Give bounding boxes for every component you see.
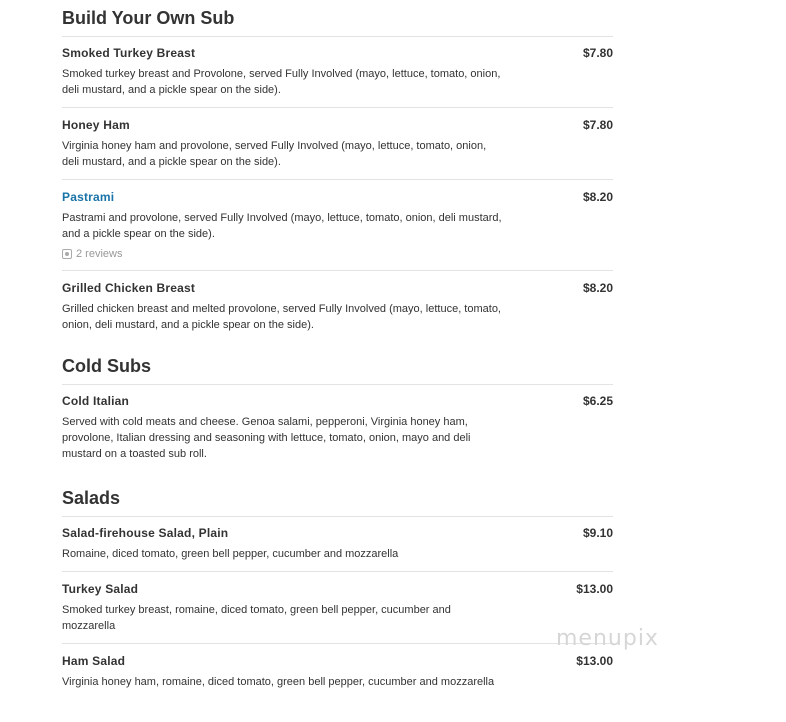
item-description: Smoked turkey breast and Provolone, served Fully Involved (mayo, lettuce, tomato, onion, deli mustard, and a pickle spear on the side).	[62, 68, 501, 96]
reviews-link[interactable]	[62, 247, 613, 261]
section-cold-subs	[62, 356, 613, 471]
section-build-your-own-sub	[62, 8, 613, 342]
item-description: Smoked turkey breast, romaine, diced tomato, green bell pepper, cucumber and mozzarella	[62, 604, 451, 632]
item-name-link[interactable]: Pastrami	[62, 190, 115, 204]
item-price: $13.00	[576, 654, 613, 668]
menu-item	[62, 271, 613, 342]
item-name: Ham Salad	[62, 654, 126, 668]
section-title: Build Your Own Sub	[62, 8, 235, 28]
menu-item	[62, 180, 613, 271]
review-icon	[62, 249, 72, 259]
item-name: Grilled Chicken Breast	[62, 281, 196, 295]
item-description: Pastrami and provolone, served Fully Involved (mayo, lettuce, tomato, onion, deli mustard, and a pickle spear on the side).	[62, 212, 502, 240]
item-price: $7.80	[582, 46, 613, 60]
item-price: $6.25	[582, 394, 613, 408]
menu-item	[62, 385, 613, 471]
section-salads	[62, 488, 613, 699]
menu-item	[62, 108, 613, 180]
item-price: $8.20	[582, 281, 613, 295]
menu-item	[62, 37, 613, 108]
item-description: Served with cold meats and cheese. Genoa salami, pepperoni, Virginia honey ham, provolone, Italian dressing and seasoning with lettuce, tomato, onion, mayo and deli mustard on a toasted sub roll.	[62, 416, 471, 460]
item-name: Smoked Turkey Breast	[62, 46, 196, 60]
item-description: Virginia honey ham, romaine, diced tomato, green bell pepper, cucumber and mozzarella	[62, 676, 495, 688]
item-price: $9.10	[582, 526, 613, 540]
item-price: $13.00	[576, 582, 613, 596]
reviews-count: 2 reviews	[76, 248, 123, 260]
item-name: Turkey Salad	[62, 582, 139, 596]
menu-item	[62, 517, 613, 572]
item-name: Cold Italian	[62, 394, 130, 408]
menupix-watermark: menupix	[556, 626, 659, 651]
item-description: Virginia honey ham and provolone, served Fully Involved (mayo, lettuce, tomato, onion, deli mustard, and a pickle spear on the side).	[62, 140, 487, 168]
item-price: $8.20	[582, 190, 613, 204]
menu-item	[62, 644, 613, 699]
item-description: Grilled chicken breast and melted provolone, served Fully Involved (mayo, lettuce, tomato, onion, deli mustard, and a pickle spear on the side).	[62, 303, 501, 331]
item-price: $7.80	[582, 118, 613, 132]
item-name: Honey Ham	[62, 118, 130, 132]
section-title: Cold Subs	[62, 356, 151, 376]
item-name: Salad-firehouse Salad, Plain	[62, 526, 229, 540]
section-title: Salads	[62, 488, 121, 508]
item-description: Romaine, diced tomato, green bell pepper, cucumber and mozzarella	[62, 548, 399, 560]
menu-item	[62, 572, 613, 644]
